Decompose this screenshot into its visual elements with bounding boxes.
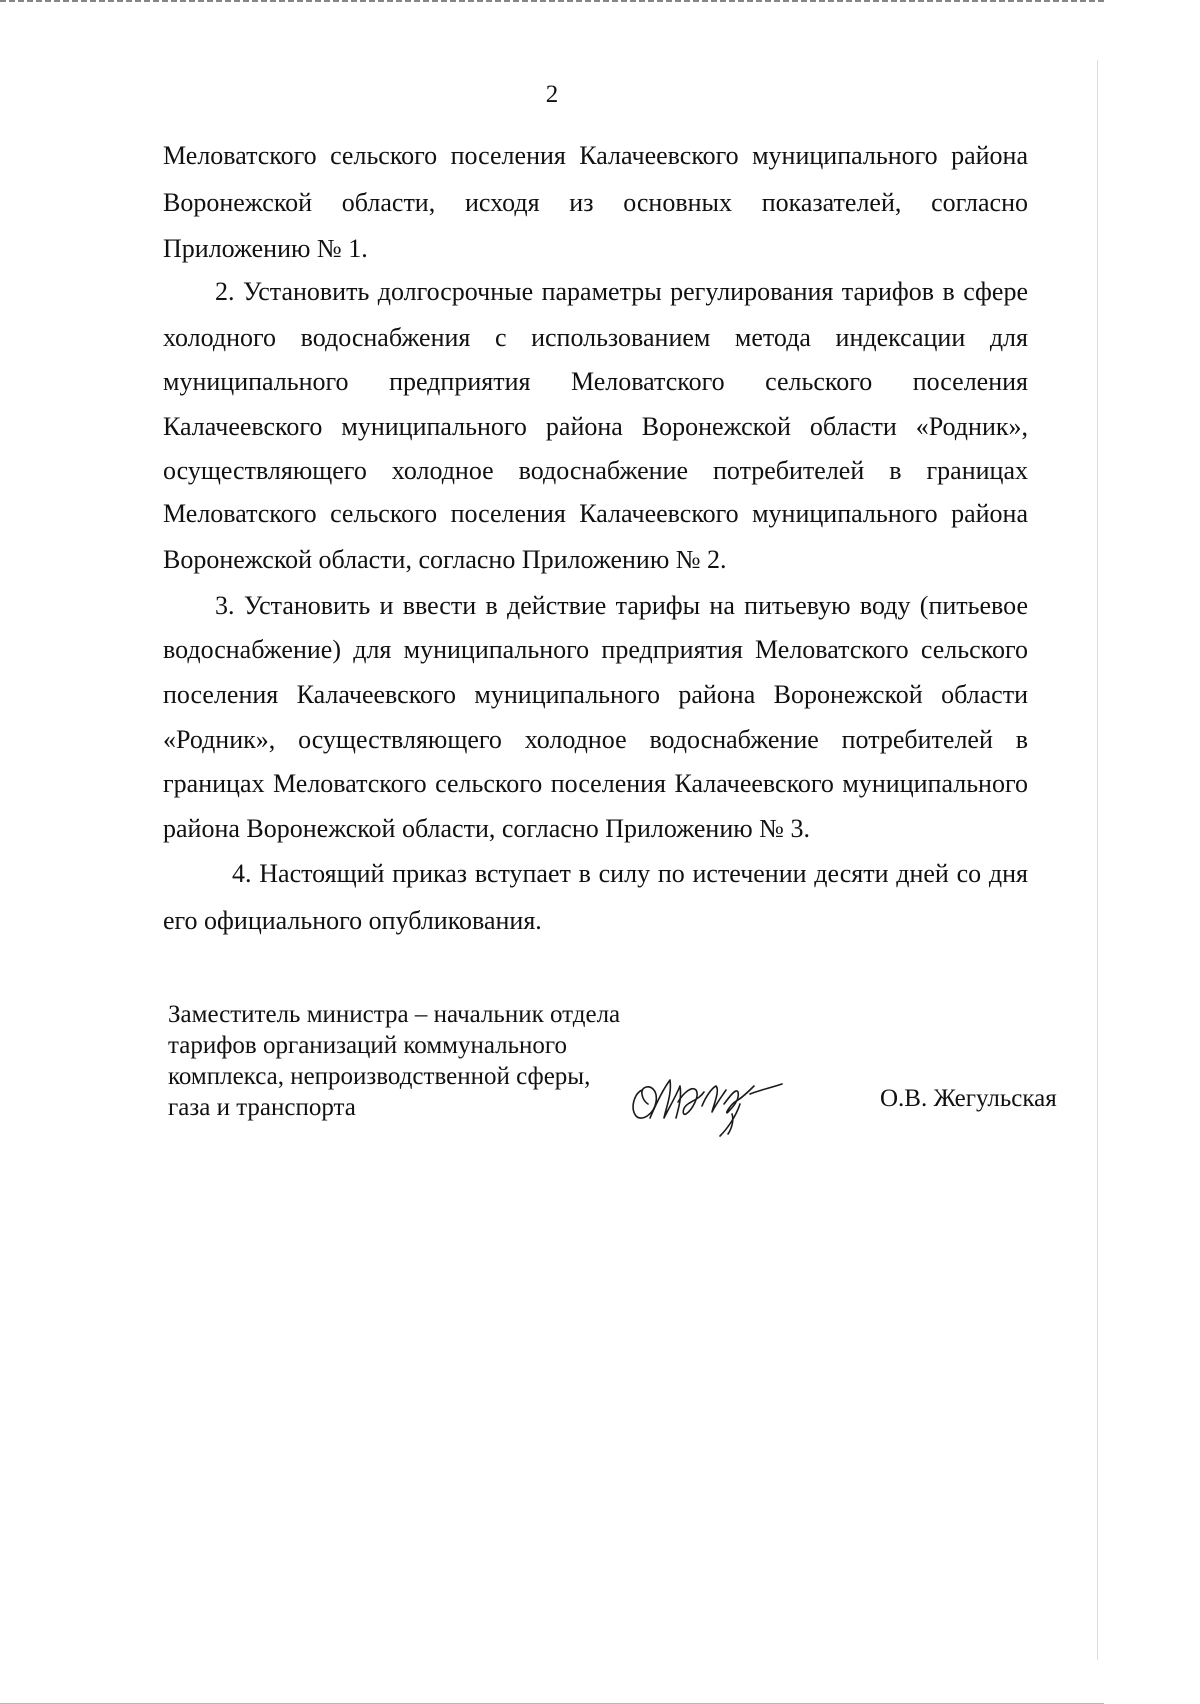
paragraph-line: 2. Установить долгосрочные параметры регулирования тарифов в сфере xyxy=(215,277,1028,306)
scan-edge-right xyxy=(1097,60,1098,1660)
scan-edge-top xyxy=(0,0,1104,2)
signer-position-line: тарифов организаций коммунального xyxy=(168,1032,568,1059)
page-number: 2 xyxy=(545,81,559,108)
paragraph-line: границах Меловатского сельского поселения Калачеевского муниципального xyxy=(163,769,1028,798)
paragraph-line: Приложению № 1. xyxy=(163,234,368,263)
paragraph-line: 4. Настоящий приказ вступает в силу по истечении десяти дней со дня xyxy=(232,859,1028,888)
paragraph-line: Воронежской области, согласно Приложению № 2. xyxy=(163,545,727,574)
paragraph-line: водоснабжение) для муниципального предприятия Меловатского сельского xyxy=(163,635,1028,664)
paragraph-line: его официального опубликования. xyxy=(163,906,542,935)
paragraph-line: осуществляющего холодное водоснабжение потребителей в границах xyxy=(163,456,1028,485)
paragraph-line: Меловатского сельского поселения Калачеевского муниципального района xyxy=(163,499,1028,528)
paragraph-line: Меловатского сельского поселения Калачеевского муниципального района xyxy=(163,141,1028,170)
signer-position-line: комплекса, непроизводственной сферы, xyxy=(168,1063,591,1090)
paragraph-line: 3. Установить и ввести в действие тарифы на питьевую воду (питьевое xyxy=(215,591,1028,620)
signer-name: О.В. Жегульская xyxy=(880,1085,1057,1112)
paragraph-line: «Родник», осуществляющего холодное водоснабжение потребителей в xyxy=(163,725,1028,754)
paragraph-line: муниципального предприятия Меловатского сельского поселения xyxy=(163,367,1028,396)
paragraph-line: поселения Калачеевского муниципального района Воронежской области xyxy=(163,680,1028,709)
paragraph-line: Калачеевского муниципального района Воронежской области «Родник», xyxy=(163,412,1028,441)
paragraph-line: района Воронежской области, согласно Приложению № 3. xyxy=(163,814,810,843)
signer-position-line: газа и транспорта xyxy=(168,1094,356,1121)
handwritten-signature xyxy=(620,1060,790,1140)
signer-position-line: Заместитель министра – начальник отдела xyxy=(168,1001,621,1028)
paragraph-line: Воронежской области, исходя из основных показателей, согласно xyxy=(163,188,1028,217)
paragraph-line: холодного водоснабжения с использованием метода индексации для xyxy=(163,323,1028,352)
